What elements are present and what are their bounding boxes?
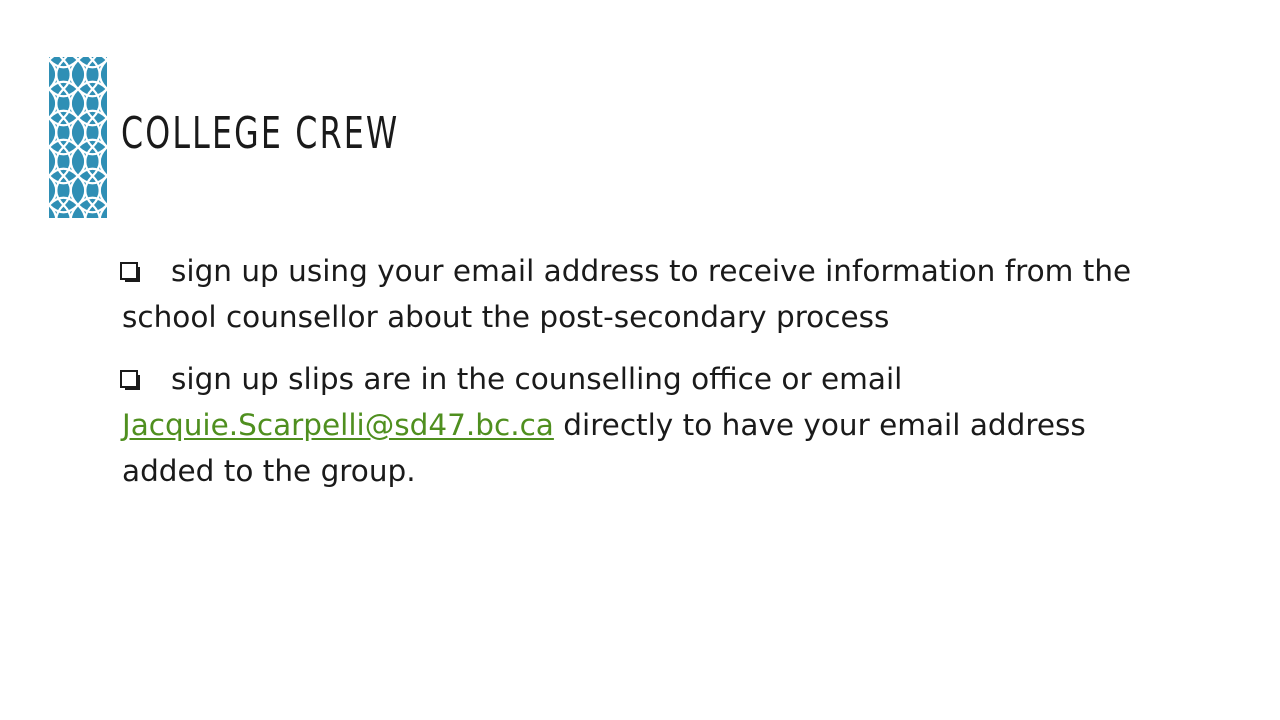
bullet-text-before-link: sign up slips are in the counselling office or email [171,362,903,396]
bullet-text: sign up using your email address to receive information from the school counsellor about the post-secondary process [122,254,1132,334]
lattice-pattern-icon [49,57,107,218]
checkbox-bullet-icon [120,262,140,282]
bullet-list [122,248,1162,510]
decorative-pattern-bar [49,57,107,218]
bullet-text-after-link: directly to have your email address added to the group. [122,408,1086,488]
checkbox-bullet-icon [120,370,140,390]
email-link[interactable]: Jacquie.Scarpelli@sd47.bc.ca [122,408,554,442]
bullet-item-sign-up-slips [122,356,1162,494]
slide-title: COLLEGE CREW [121,108,400,159]
bullet-item-sign-up [122,248,1162,340]
